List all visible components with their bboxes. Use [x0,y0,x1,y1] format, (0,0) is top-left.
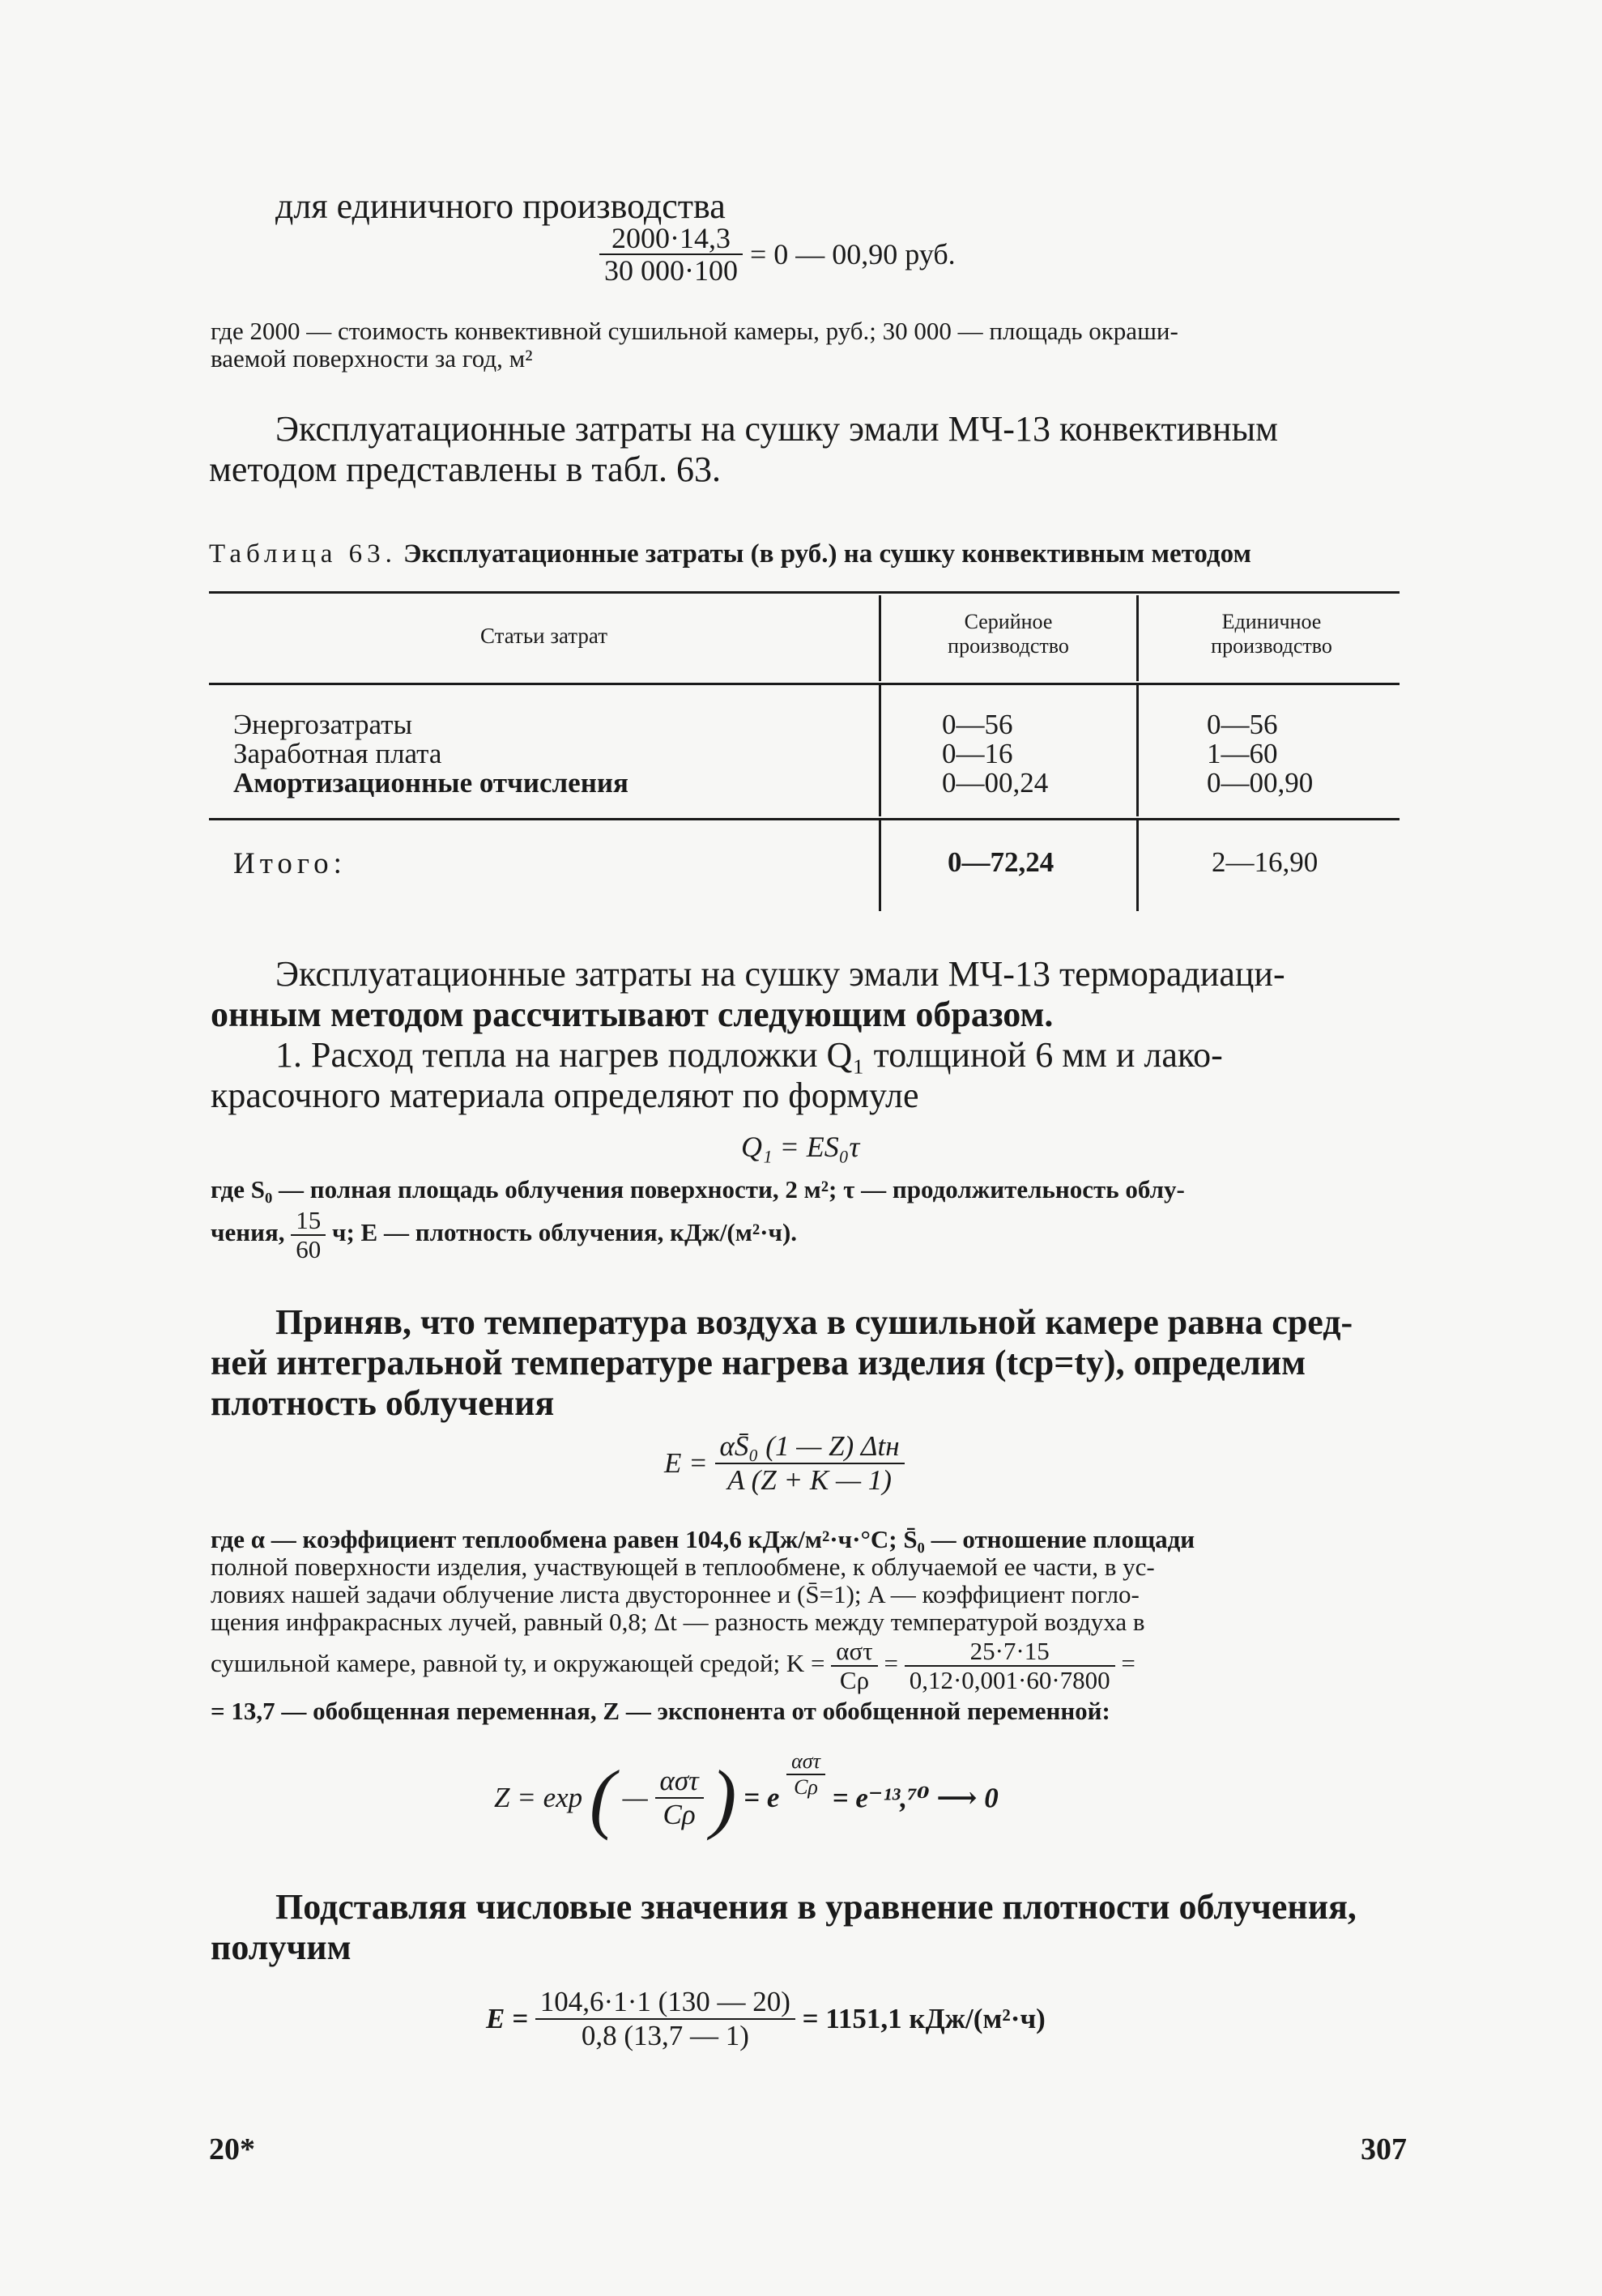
table-col-divider [879,685,881,816]
paragraph-2-line4: красочного материала определяют по формуле [211,1076,919,1115]
paragraph-2 [211,954,1409,1116]
table-cell: 0—00,24 [942,767,1049,799]
formula-z: Z = exp ( — $\frac{\text{αστ}}{C\rho}$ ) = e $\frac{\text{αστ}}{C\rho}$ = e⁻¹³,⁷⁰ ⟶ 0 [494,1749,999,1841]
note-3-line5: сушильной камере, равной tу, и окружающей средой; K = $\frac{\text{αστ}}{C\rho}$ = $\frac{25\cdot 7\cdot 15}{0,12\cdot 0,001\cdot 60\cdot 7800}$ = [211,1637,1135,1694]
table-col-divider [1136,820,1139,911]
paragraph-2-line2: онным методом рассчитывают следующим образом. [211,995,1054,1034]
formula-den: 30 000·100 [599,253,743,286]
paragraph-2-line3: 1. Расход тепла на нагрев подложки Q₁ толщиной 6 мм и лако- [275,1035,1223,1075]
note-2-line2: чения, $\frac{15}{60}$ ч; E — плотность облучения, кДж/(м²·ч). [211,1206,798,1263]
table-col-divider [879,595,881,681]
note-2 [211,1176,1409,1263]
formula-q1: Q₁ = ES₀τ [741,1131,860,1163]
note-2-line1: где S₀ — полная площадь облучения поверхности, 2 м²; τ — продолжительность облу- [211,1175,1185,1203]
paragraph-1-line1: Эксплуатационные затраты на сушку эмали МЧ-13 конвективным [275,409,1278,449]
paragraph-4-line1: Подставляя числовые значения в уравнение плотности облучения, [275,1887,1357,1927]
table-header-items: Статьи затрат [479,624,608,648]
table-cell: 0—00,90 [1207,767,1314,799]
note-3-line2: полной поверхности изделия, участвующей в теплообмене, к облучаемой ее части, в ус- [211,1553,1155,1581]
note-3 [211,1526,1409,1725]
table-caption [209,538,1251,570]
table-col-divider [879,820,881,911]
table-cell: Амортизационные отчисления [233,767,628,799]
table-items-column [233,710,628,798]
note-1-line2: ваемой поверхности за год, м² [211,344,533,373]
table-cell: 0—16 [942,738,1013,769]
table-col-divider [1136,685,1139,816]
page-number: 307 [1361,2132,1407,2166]
formula-unit-cost [599,223,956,286]
table-total-single: 2—16,90 [1212,846,1319,878]
note-3-line3: ловиях нашей задачи облучение листа двустороннее и (S̄=1); A — коэффициент погло- [211,1580,1140,1608]
paragraph-1-line2: методом представлены в табл. 63. [209,449,721,489]
table-header-single: Единичное производство [1211,610,1332,658]
table-cell: Энергозатраты [233,709,412,740]
table-single-column [1207,710,1313,798]
signature-mark: 20* [209,2132,255,2166]
note-3-line4: щения инфракрасных лучей, равный 0,8; Δt — разность между температурой воздуха в [211,1608,1145,1636]
formula-final: E = $\frac{104,6\cdot 1\cdot 1 (130 — 20)}{0,8 (13,7 — 1)}$ = 1151,1 кДж/(м²·ч) [486,1986,1046,2051]
table-total-label: Итого: [233,847,347,880]
formula-result: = 0 — 00,90 руб. [750,238,956,270]
note-1-line1: где 2000 — стоимость конвективной сушильной камеры, руб.; 30 000 — площадь окраши- [211,317,1178,345]
table-total-rule [209,818,1400,820]
table-serial-column [942,710,1048,798]
table-col-divider [1136,595,1139,681]
note-3-line6: = 13,7 — обобщенная переменная, Z — экспонента от обобщенной переменной: [211,1697,1110,1725]
table-header-serial: Серийное производство [948,610,1069,658]
formula-num: 2000·14,3 [611,222,731,254]
paragraph-3-line1: Приняв, что температура воздуха в сушильной камере равна сред- [275,1302,1353,1342]
intro-text: для единичного производства [275,186,726,226]
note-1 [211,317,1409,373]
table-caption-label: Таблица 63. [209,539,397,569]
formula-e: E = $\frac{\text{αS̄₀ (1 — Z) Δtн}}{A (Z + K — 1)}$ [664,1430,905,1497]
paragraph-3 [211,1302,1409,1424]
paragraph-3-line2: ней интегральной температуре нагрева изделия (tср=tу), определим [211,1343,1306,1382]
table-cell: 0—56 [942,709,1013,740]
table-top-rule [209,591,1400,594]
note-3-line1: где α — коэффициент теплообмена равен 104,6 кДж/м²·ч·°С; S̄₀ — отношение площади [211,1525,1195,1553]
paragraph-2-line1: Эксплуатационные затраты на сушку эмали МЧ-13 терморадиаци- [275,954,1285,994]
paragraph-4-line2: получим [211,1928,352,1967]
table-total-serial: 0—72,24 [948,846,1055,878]
table-header-rule [209,683,1400,685]
table-caption-text: Эксплуатационные затраты (в руб.) на сушку конвективным методом [403,539,1251,569]
paragraph-3-line3: плотность облучения [211,1383,555,1423]
table-cell: 1—60 [1207,738,1278,769]
table-cell: 0—56 [1207,709,1278,740]
table-cell: Заработная плата [233,738,442,769]
paragraph-1 [209,409,1409,490]
paragraph-4 [211,1887,1409,1968]
